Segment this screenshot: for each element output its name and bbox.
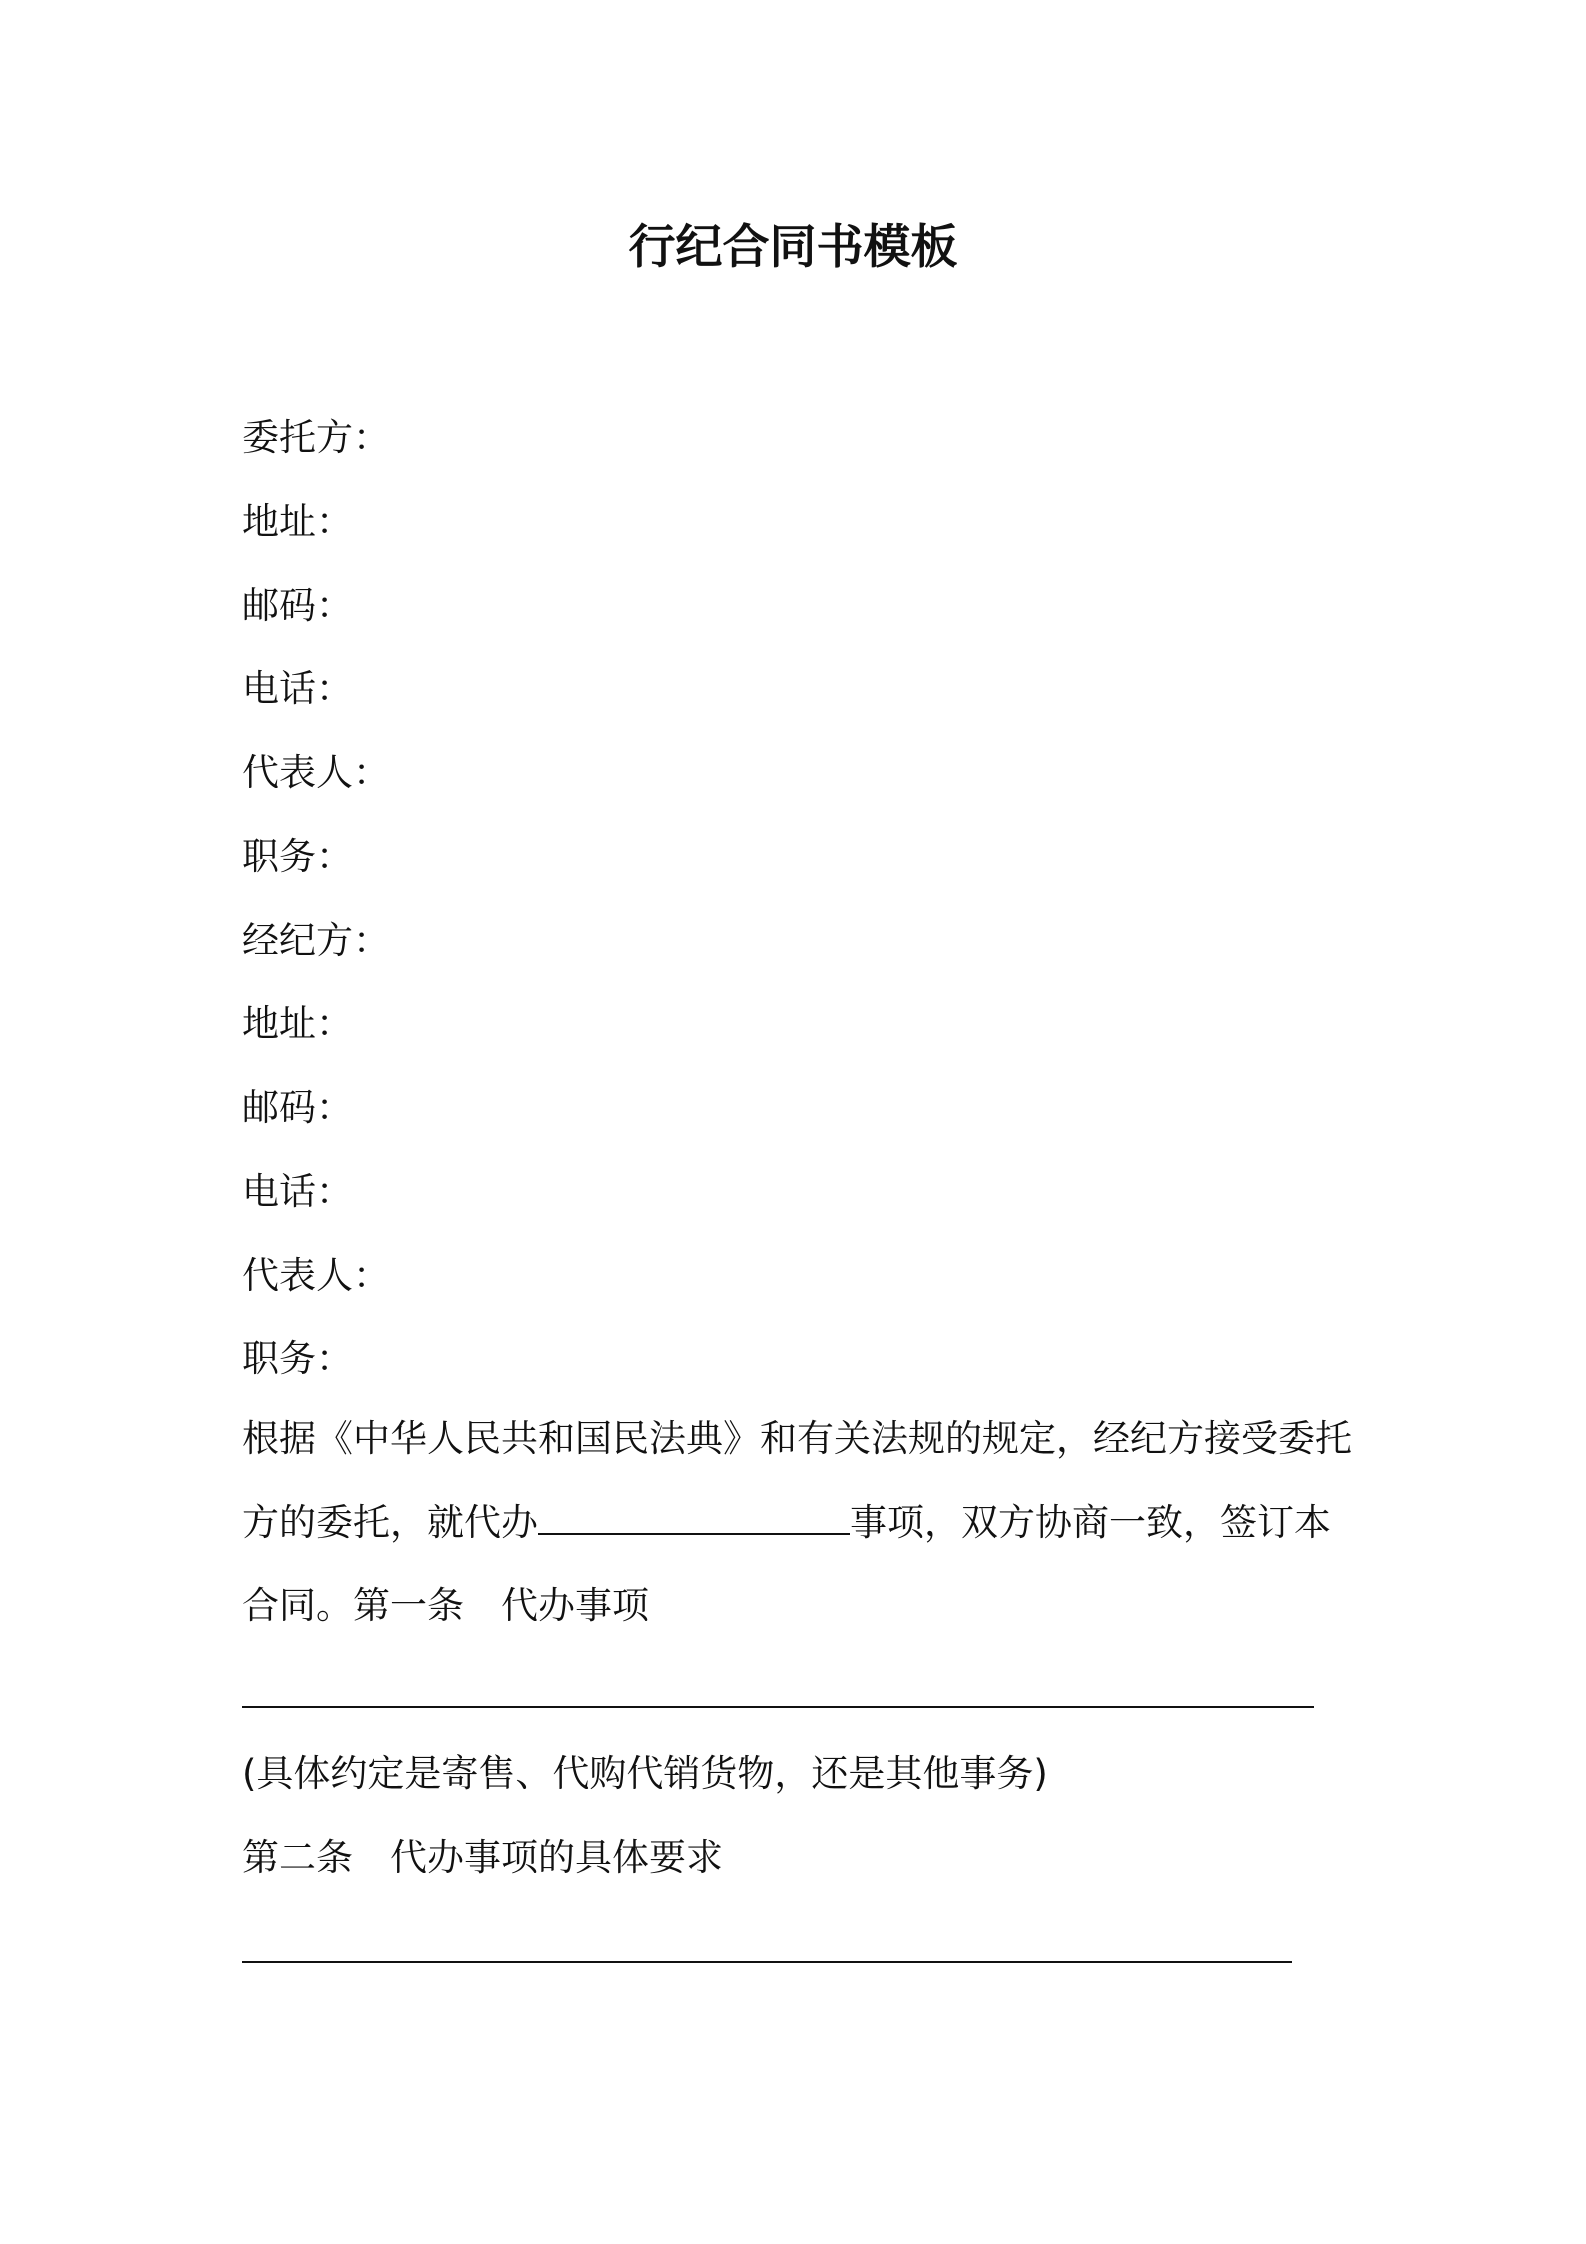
client-representative-field — [242, 745, 390, 801]
preamble-line-1: 根据《中华人民共和国民法典》和有关法规的规定，经纪方接受委托 — [242, 1417, 1352, 1460]
broker-party-field — [242, 913, 390, 969]
client-address-field — [242, 494, 353, 550]
broker-postcode-label: 邮码： — [242, 1086, 353, 1129]
client-phone-label: 电话： — [242, 667, 353, 710]
article-2-blank-line[interactable] — [242, 1961, 1292, 1963]
broker-phone-label: 电话： — [242, 1170, 353, 1213]
article-1-note: (具体约定是寄售、代购代销货物，还是其他事务) — [242, 1752, 1048, 1795]
broker-address-label: 地址： — [242, 1002, 353, 1045]
client-party-label: 委托方： — [242, 416, 390, 459]
preamble-line-2-end: 事项，双方协商一致，签订本 — [850, 1501, 1331, 1544]
broker-postcode-field — [242, 1080, 353, 1136]
broker-party-label: 经纪方： — [242, 919, 390, 962]
client-position-field — [242, 829, 353, 885]
broker-position-label: 职务： — [242, 1337, 353, 1380]
broker-representative-label: 代表人： — [242, 1254, 390, 1297]
article-1-blank-line[interactable] — [242, 1706, 1314, 1708]
broker-position-field — [242, 1331, 353, 1387]
preamble-line-2 — [242, 1495, 1331, 1551]
broker-phone-field — [242, 1164, 353, 1220]
client-postcode-label: 邮码： — [242, 584, 353, 627]
client-position-label: 职务： — [242, 835, 353, 878]
client-representative-label: 代表人： — [242, 751, 390, 794]
broker-representative-field — [242, 1248, 390, 1304]
preamble-line-3: 合同。第一条 代办事项 — [242, 1584, 649, 1627]
client-postcode-field — [242, 578, 353, 634]
preamble-matter-blank[interactable] — [538, 1507, 850, 1535]
document-title: 行纪合同书模板 — [628, 220, 958, 275]
preamble-line-2-start: 方的委托，就代办 — [242, 1501, 538, 1544]
client-phone-field — [242, 661, 353, 717]
client-party-field — [242, 410, 390, 466]
article-2-heading: 第二条 代办事项的具体要求 — [242, 1836, 723, 1879]
broker-address-field — [242, 996, 353, 1052]
client-address-label: 地址： — [242, 500, 353, 543]
